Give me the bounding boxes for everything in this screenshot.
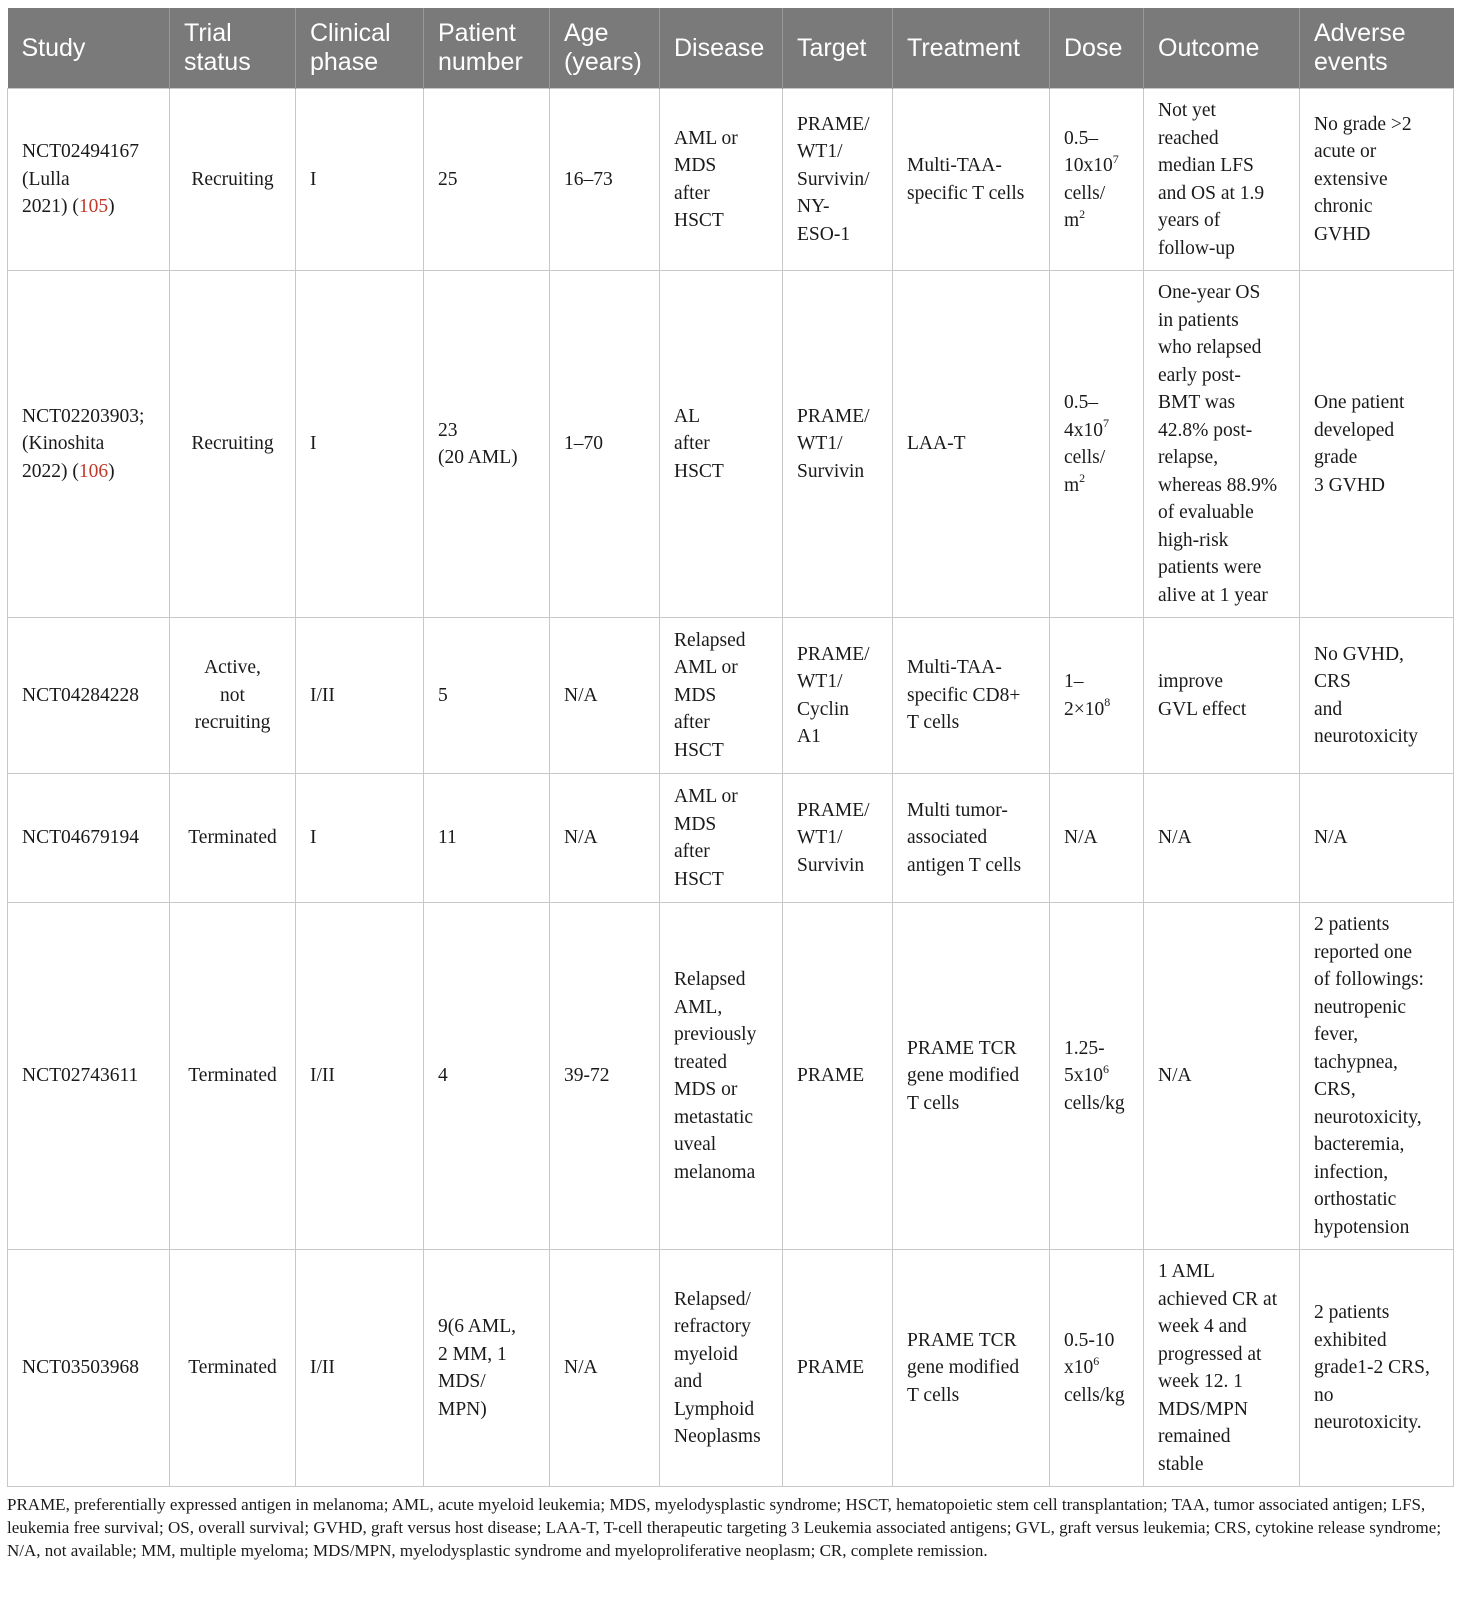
cell-adverse-events [1300, 89, 1454, 271]
header-line: phase [310, 48, 379, 76]
header-line: Disease [674, 33, 765, 62]
cell-treatment-text: PRAME TCR [907, 1037, 1017, 1059]
cell-treatment-text: T cells [907, 1092, 960, 1114]
cell-trial-status-text: Recruiting [191, 168, 274, 190]
cell-target [783, 1250, 893, 1487]
superscript-exponent: 2 [1079, 206, 1086, 221]
cell-dose-text: 1.25- [1064, 1037, 1105, 1059]
cell-adverse-events-text: exhibited [1314, 1329, 1387, 1351]
cell-study [8, 1250, 170, 1487]
cell-adverse-events-text: grade [1314, 447, 1358, 468]
header-treatment [893, 8, 1050, 89]
cell-study-text: NCT02494167 [22, 141, 139, 163]
cell-patient-number [424, 774, 550, 903]
header-line: (years) [564, 48, 642, 76]
cell-trial-status-text: Terminated [188, 827, 277, 849]
cell-dose-text: cells/ [1064, 182, 1106, 204]
cell-clinical-phase: I [296, 271, 424, 618]
cell-disease-text: HSCT [674, 210, 724, 231]
header-line: Study [21, 33, 86, 62]
cell-target [783, 774, 893, 903]
cell-trial-status-text: Active, [204, 657, 261, 679]
table-footnote: PRAME, preferentially expressed antigen in melanoma; AML, acute myeloid leukemia; MDS, myelodysplastic syndrome; HSCT, hematopoietic stem cell transplantation; TAA, tumor associated antigen; LFS, leukemia free survival; OS, overall survival; GVHD, graft versus host disease; LAA-T, T-cell therapeutic targeting 3 Leukemia associated antigens; GVL, graft versus leukemia; CRS, cytokine release syndrome; N/A, not available; MM, multiple myeloma; MDS/MPN, myelodysplastic syndrome and myeloproliferative neoplasm; CR, complete remission. [7, 1495, 1442, 1560]
cell-patient-number-text: MPN) [438, 1398, 487, 1420]
reference-link[interactable]: 105 [78, 196, 109, 218]
header-line: Dose [1064, 33, 1123, 62]
header-line: Adverse [1314, 19, 1406, 47]
cell-study [8, 903, 170, 1250]
cell-target-text: Cyclin [797, 698, 849, 720]
cell-outcome-text: reached [1158, 127, 1219, 149]
cell-dose-text: 10x10 [1064, 155, 1113, 176]
cell-outcome-text: N/A [1158, 827, 1192, 849]
table-row [8, 271, 1454, 618]
cell-disease [660, 774, 783, 903]
cell-patient-number-text: 25 [438, 168, 458, 190]
cell-study [8, 271, 170, 618]
header-line: status [184, 48, 251, 76]
cell-adverse-events [1300, 618, 1454, 774]
cell-adverse-events-text: of followings: [1314, 969, 1424, 990]
cell-patient-number [424, 271, 550, 618]
header-study [8, 8, 170, 89]
superscript-exponent: 7 [1112, 151, 1119, 166]
header-trial-status [170, 8, 296, 89]
cell-outcome-text: N/A [1158, 1065, 1192, 1087]
cell-outcome [1144, 1250, 1300, 1487]
cell-disease-text: treated [674, 1051, 728, 1073]
table-row [8, 774, 1454, 903]
header-disease [660, 8, 783, 89]
cell-adverse-events-text: bacteremia, [1314, 1134, 1405, 1155]
cell-outcome-text: stable [1158, 1453, 1204, 1475]
cell-outcome-text: years of [1158, 210, 1221, 231]
header-line: number [438, 48, 523, 76]
clinical-trials-table [7, 8, 1454, 1487]
cell-adverse-events-text: no [1314, 1384, 1334, 1406]
cell-disease-text: HSCT [674, 460, 724, 482]
cell-study-text: NCT02203903; [22, 405, 145, 427]
cell-target-text: PRAME [797, 1357, 865, 1379]
superscript-exponent: 2 [1079, 471, 1086, 485]
cell-outcome-text: One-year OS [1158, 282, 1261, 303]
cell-dose-text: x10 [1064, 1357, 1094, 1379]
cell-target-text: PRAME/ [797, 799, 870, 821]
cell-outcome-text: week 4 and [1158, 1316, 1247, 1337]
cell-trial-status [170, 903, 296, 1250]
cell-patient-number-text: MDS/ [438, 1371, 486, 1392]
header-line: events [1314, 48, 1388, 76]
cell-outcome-text: achieved CR at [1158, 1288, 1278, 1310]
cell-treatment-text: associated [907, 827, 988, 849]
cell-treatment-text: gene modified [907, 1357, 1020, 1379]
cell-study-text: (Lulla [22, 168, 70, 190]
cell-outcome [1144, 271, 1300, 618]
cell-adverse-events-text: 2 patients [1314, 914, 1390, 935]
cell-treatment-text: specific CD8+ [907, 684, 1021, 706]
cell-disease-text: AL [674, 405, 700, 427]
cell-adverse-events-text: extensive [1314, 168, 1388, 190]
cell-adverse-events-text: orthostatic [1314, 1189, 1397, 1210]
cell-disease-text: after [674, 182, 710, 204]
cell-disease-text: after [674, 712, 710, 734]
cell-outcome-text: remained [1158, 1426, 1231, 1447]
cell-disease-text: after [674, 841, 710, 862]
cell-treatment [893, 1250, 1050, 1487]
cell-disease-text: metastatic [674, 1106, 754, 1128]
cell-disease-text: uveal [674, 1134, 717, 1155]
cell-treatment-text: T cells [907, 1384, 960, 1406]
cell-adverse-events-text: infection, [1314, 1161, 1389, 1183]
cell-study-text: 2021) ( [22, 196, 79, 218]
cell-disease-text: AML or [674, 657, 738, 679]
cell-adverse-events-text: chronic [1314, 196, 1373, 218]
header-line: Target [797, 33, 867, 62]
cell-target-text: NY- [797, 196, 830, 218]
cell-age: 1–70 [550, 271, 660, 618]
cell-clinical-phase: I [296, 774, 424, 903]
reference-close-paren: ) [108, 460, 115, 482]
cell-adverse-events-text: fever, [1314, 1024, 1359, 1045]
cell-trial-status-text: Recruiting [191, 433, 274, 455]
cell-patient-number-text: 2 MM, 1 [438, 1343, 507, 1365]
cell-trial-status [170, 271, 296, 618]
cell-age: N/A [550, 1250, 660, 1487]
cell-outcome-text: improve [1158, 671, 1223, 692]
reference-close-paren: ) [108, 196, 115, 218]
table-row [8, 903, 1454, 1250]
cell-target-text: WT1/ [797, 671, 843, 692]
cell-treatment-text: Multi tumor- [907, 799, 1008, 821]
cell-dose-text: 5x10 [1064, 1065, 1103, 1087]
cell-study-text: 2022) ( [22, 460, 79, 482]
cell-adverse-events-text: neurotoxicity [1314, 726, 1418, 747]
cell-clinical-phase: I/II [296, 1250, 424, 1487]
cell-target-text: WT1/ [797, 827, 843, 849]
cell-adverse-events-text: No GVHD, [1314, 643, 1404, 665]
cell-age: N/A [550, 618, 660, 774]
cell-adverse-events-text: One patient [1314, 392, 1405, 413]
cell-patient-number-text: 23 [438, 419, 458, 441]
cell-outcome [1144, 89, 1300, 271]
header-dose [1050, 8, 1144, 89]
cell-adverse-events-text: hypotension [1314, 1216, 1410, 1238]
superscript-exponent: 7 [1103, 416, 1109, 430]
cell-outcome [1144, 618, 1300, 774]
cell-study [8, 618, 170, 774]
cell-dose-text: 0.5-10 [1064, 1329, 1115, 1351]
cell-dose [1050, 1250, 1144, 1487]
cell-disease-text: HSCT [674, 868, 724, 890]
cell-treatment-text: PRAME TCR [907, 1329, 1017, 1351]
cell-target [783, 89, 893, 271]
superscript-exponent: 6 [1093, 1353, 1100, 1368]
cell-target-text: WT1/ [797, 433, 843, 455]
header-patient-number [424, 8, 550, 89]
cell-outcome-text: whereas 88.9% [1158, 474, 1278, 496]
cell-adverse-events [1300, 1250, 1454, 1487]
cell-treatment [893, 774, 1050, 903]
cell-adverse-events-text: No grade >2 [1314, 113, 1412, 135]
cell-outcome-text: follow-up [1158, 237, 1235, 259]
cell-disease-text: AML or [674, 786, 738, 807]
cell-age: 39-72 [550, 903, 660, 1250]
cell-disease-text: MDS [674, 684, 717, 706]
cell-disease-text: and [674, 1371, 703, 1392]
cell-treatment-text: LAA-T [907, 433, 966, 455]
cell-disease-text: HSCT [674, 739, 724, 761]
cell-target [783, 903, 893, 1250]
cell-target-text: A1 [797, 726, 821, 747]
cell-outcome-text: progressed at [1158, 1343, 1262, 1365]
cell-dose-text: 2×10 [1064, 698, 1105, 720]
cell-target-text: ESO-1 [797, 223, 851, 245]
cell-adverse-events-text: developed [1314, 419, 1395, 441]
cell-study-text: NCT04679194 [22, 827, 139, 849]
cell-study-text: NCT03503968 [22, 1357, 139, 1379]
cell-adverse-events-text: neutropenic [1314, 996, 1407, 1018]
cell-dose-text: N/A [1064, 827, 1098, 849]
cell-adverse-events-text: reported one [1314, 941, 1412, 963]
cell-outcome-text: 1 AML [1158, 1261, 1215, 1282]
cell-disease-text: myeloid [674, 1343, 738, 1365]
header-outcome [1144, 8, 1300, 89]
cell-disease [660, 903, 783, 1250]
cell-clinical-phase: I/II [296, 618, 424, 774]
cell-dose-text: 0.5– [1064, 127, 1099, 149]
cell-target-text: Survivin [797, 854, 865, 876]
table-container [7, 8, 1453, 1562]
cell-patient-number-text: 11 [438, 827, 457, 849]
cell-treatment [893, 89, 1050, 271]
cell-disease-text: Relapsed [674, 629, 746, 651]
cell-trial-status [170, 1250, 296, 1487]
cell-patient-number [424, 89, 550, 271]
cell-adverse-events-text: grade1-2 CRS, [1314, 1357, 1430, 1379]
cell-patient-number-text: 4 [438, 1065, 448, 1087]
cell-disease-text: AML, [674, 996, 723, 1018]
cell-outcome-text: of evaluable [1158, 502, 1254, 523]
header-line: Age [564, 19, 609, 47]
cell-target-text: PRAME/ [797, 643, 870, 665]
cell-dose [1050, 618, 1144, 774]
table-row [8, 618, 1454, 774]
cell-outcome [1144, 774, 1300, 903]
cell-adverse-events [1300, 774, 1454, 903]
cell-outcome-text: BMT was [1158, 392, 1236, 413]
cell-study [8, 89, 170, 271]
cell-outcome-text: median LFS [1158, 155, 1254, 176]
cell-treatment-text: T cells [907, 712, 960, 734]
cell-patient-number [424, 903, 550, 1250]
cell-target [783, 618, 893, 774]
cell-dose [1050, 271, 1144, 618]
cell-trial-status [170, 89, 296, 271]
cell-trial-status [170, 774, 296, 903]
cell-treatment [893, 271, 1050, 618]
header-age [550, 8, 660, 89]
cell-disease [660, 618, 783, 774]
table-body [8, 89, 1454, 1487]
cell-treatment-text: Multi-TAA- [907, 155, 1002, 176]
reference-link[interactable]: 106 [78, 460, 109, 482]
cell-adverse-events-text: neurotoxicity. [1314, 1412, 1422, 1434]
cell-target-text: PRAME/ [797, 405, 870, 427]
cell-disease-text: Neoplasms [674, 1426, 761, 1447]
cell-dose-text: cells/kg [1064, 1384, 1125, 1406]
cell-target [783, 271, 893, 618]
cell-outcome-text: early post- [1158, 364, 1241, 386]
cell-study-text: NCT02743611 [22, 1065, 139, 1087]
cell-disease-text: Relapsed [674, 969, 746, 990]
header-target [783, 8, 893, 89]
cell-trial-status-text: Terminated [188, 1357, 277, 1379]
cell-dose-text: m [1064, 474, 1080, 496]
table-row [8, 89, 1454, 271]
cell-outcome-text: high-risk [1158, 529, 1229, 551]
cell-target-text: PRAME/ [797, 113, 870, 135]
cell-treatment-text: antigen T cells [907, 854, 1022, 876]
cell-treatment [893, 618, 1050, 774]
cell-adverse-events-text: 2 patients [1314, 1302, 1390, 1324]
cell-treatment-text: specific T cells [907, 182, 1025, 204]
superscript-exponent: 8 [1104, 695, 1111, 709]
cell-disease [660, 89, 783, 271]
cell-disease-text: Relapsed/ [674, 1288, 751, 1310]
cell-outcome-text: week 12. 1 [1158, 1371, 1244, 1392]
cell-disease-text: MDS [674, 155, 717, 176]
cell-disease-text: after [674, 433, 710, 455]
cell-outcome-text: patients were [1158, 557, 1262, 578]
cell-adverse-events-text: N/A [1314, 827, 1348, 849]
cell-target-text: Survivin/ [797, 168, 870, 190]
cell-trial-status [170, 618, 296, 774]
cell-outcome-text: Not yet [1158, 100, 1216, 121]
cell-study [8, 774, 170, 903]
cell-adverse-events [1300, 271, 1454, 618]
header-line: Outcome [1158, 33, 1260, 62]
cell-treatment-text: gene modified [907, 1065, 1020, 1087]
cell-outcome-text: GVL effect [1158, 698, 1247, 720]
cell-adverse-events-text: CRS, [1314, 1079, 1356, 1100]
cell-patient-number [424, 1250, 550, 1487]
cell-dose [1050, 89, 1144, 271]
cell-patient-number-text: (20 AML) [438, 447, 518, 468]
cell-disease-text: MDS or [674, 1079, 738, 1100]
cell-outcome-text: alive at 1 year [1158, 584, 1268, 606]
header-clinical-phase [296, 8, 424, 89]
cell-adverse-events-text: 3 GVHD [1314, 474, 1385, 496]
cell-patient-number-text: 5 [438, 684, 448, 706]
cell-dose-text: cells/kg [1064, 1092, 1125, 1114]
header-row [8, 8, 1454, 89]
cell-disease-text: AML or [674, 127, 738, 149]
header-line: Clinical [310, 19, 391, 47]
cell-disease-text: Lymphoid [674, 1398, 755, 1420]
cell-adverse-events-text: and [1314, 698, 1343, 720]
cell-treatment [893, 903, 1050, 1250]
cell-disease-text: previously [674, 1024, 757, 1045]
cell-study-text: (Kinoshita [22, 433, 105, 455]
cell-outcome [1144, 903, 1300, 1250]
cell-outcome-text: and OS at 1.9 [1158, 182, 1265, 204]
cell-disease-text: refractory [674, 1316, 751, 1337]
cell-trial-status-text: not [220, 684, 245, 706]
cell-outcome-text: 42.8% post- [1158, 419, 1253, 441]
cell-dose-text: m [1064, 210, 1080, 231]
header-adverse-events [1300, 8, 1454, 89]
cell-disease-text: MDS [674, 813, 717, 835]
cell-dose [1050, 903, 1144, 1250]
cell-adverse-events-text: tachypnea, [1314, 1051, 1398, 1073]
header-line: Trial [184, 19, 232, 47]
cell-dose [1050, 774, 1144, 903]
cell-dose-text: 0.5– [1064, 392, 1099, 413]
cell-clinical-phase: I/II [296, 903, 424, 1250]
superscript-exponent: 6 [1103, 1061, 1109, 1076]
cell-study-text: NCT04284228 [22, 684, 139, 706]
cell-disease [660, 1250, 783, 1487]
cell-trial-status-text: Terminated [188, 1065, 277, 1087]
cell-trial-status-text: recruiting [194, 712, 271, 734]
cell-adverse-events [1300, 903, 1454, 1250]
cell-disease-text: melanoma [674, 1161, 756, 1183]
cell-patient-number-text: 9(6 AML, [438, 1316, 516, 1337]
cell-dose-text: 1– [1064, 671, 1084, 692]
cell-patient-number [424, 618, 550, 774]
table-row [8, 1250, 1454, 1487]
header-line: Treatment [907, 33, 1021, 62]
cell-outcome-text: who relapsed [1158, 337, 1262, 358]
cell-adverse-events-text: acute or [1314, 141, 1377, 163]
cell-dose-text: 4x10 [1064, 419, 1103, 441]
cell-disease [660, 271, 783, 618]
cell-target-text: WT1/ [797, 141, 843, 163]
cell-target-text: PRAME [797, 1065, 865, 1087]
cell-adverse-events-text: CRS [1314, 671, 1351, 692]
cell-age: 16–73 [550, 89, 660, 271]
cell-outcome-text: relapse, [1158, 447, 1219, 468]
header-line: Patient [438, 19, 516, 47]
cell-dose-text: cells/ [1064, 447, 1106, 468]
cell-clinical-phase: I [296, 89, 424, 271]
cell-adverse-events-text: neurotoxicity, [1314, 1106, 1422, 1128]
cell-age: N/A [550, 774, 660, 903]
cell-outcome-text: MDS/MPN [1158, 1398, 1248, 1420]
cell-treatment-text: Multi-TAA- [907, 657, 1002, 679]
cell-outcome-text: in patients [1158, 309, 1239, 331]
cell-adverse-events-text: GVHD [1314, 223, 1371, 245]
cell-target-text: Survivin [797, 460, 865, 482]
